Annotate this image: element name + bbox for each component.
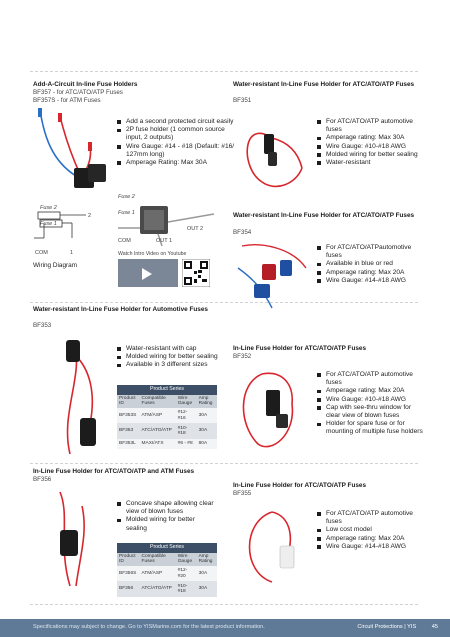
- bf357-feature: Amperage Rating: Max 30A: [117, 159, 235, 167]
- table-row: [117, 408, 217, 424]
- bf356-product-table: [117, 543, 217, 597]
- table-cell: BF356: [117, 581, 140, 597]
- table-cell: 30A: [197, 408, 217, 424]
- diagram-terminal-1: 1: [70, 250, 74, 256]
- bf354-feature: Amperage rating: Max 20A: [317, 269, 427, 277]
- bf352-feature-list: [317, 371, 427, 437]
- bf351-feature: For ATC/ATO/ATP automotive fuses: [317, 118, 427, 134]
- bf353-product-table: [117, 385, 217, 449]
- bf352-title: In-Line Fuse Holder for ATC/ATO/ATP Fuses: [233, 345, 367, 352]
- table-cell: BF353L: [117, 439, 140, 449]
- bf354-product-photo: [232, 238, 314, 318]
- photo-out1-label: OUT 1: [156, 238, 173, 244]
- bf357-subtitle-1: BF357 - for ATC/ATO/ATP Fuses: [33, 89, 123, 96]
- bf357-product-photo: [30, 106, 112, 194]
- bf352-feature: Holder for spare fuse or for mounting of multiple fuse holders: [317, 420, 427, 436]
- bf354-feature: Available in blue or red: [317, 260, 427, 268]
- bf355-feature-list: [317, 510, 427, 551]
- table-header: Amp Rating: [197, 553, 217, 566]
- table-row: [117, 566, 217, 582]
- table-header: Product ID: [117, 553, 140, 566]
- table-cell: MAXI/ATX: [140, 439, 176, 449]
- table-cell: ATM/ASP: [140, 408, 176, 424]
- video-thumbnail[interactable]: [118, 259, 178, 287]
- table-header: Amp Rating: [197, 395, 217, 408]
- bf351-feature: Water-resistant: [317, 159, 427, 167]
- footer-disclaimer: Specifications may subject to change. Go to YISMarine.com for the latest product information.: [33, 624, 265, 630]
- bf352-feature: For ATC/ATO/ATP automotive fuses: [317, 371, 427, 387]
- table-cell: 80A: [197, 439, 217, 449]
- bf351-title: Water-resistant In-Line Fuse Holder for ATC/ATO/ATP Fuses: [233, 81, 415, 88]
- bf352-feature: Wire Gauge: #10-#18 AWG: [317, 396, 427, 404]
- bf353-feature: Molded wiring for better sealing: [117, 353, 229, 361]
- table-cell: 30A: [197, 423, 217, 439]
- table-header: Compatible Fuses: [140, 395, 176, 408]
- bf354-feature-list: [317, 244, 427, 285]
- bf355-subtitle: BF355: [233, 490, 252, 497]
- table-cell: BF353: [117, 423, 140, 439]
- table-cell: #6 - #8: [176, 439, 197, 449]
- bf351-product-photo: [232, 108, 314, 208]
- bf355-feature: Wire Gauge: #14-#18 AWG: [317, 543, 427, 551]
- bf356-product-photo: [30, 486, 114, 598]
- table-cell: BF353S: [117, 408, 140, 424]
- table-cell: 30A: [197, 581, 217, 597]
- bf352-feature: Amperage rating: Max 20A: [317, 387, 427, 395]
- photo-com-label: COM: [118, 238, 131, 244]
- bf351-feature: Molded wiring for better sealing: [317, 151, 427, 159]
- bf352-feature: Cap with see-thru window for clear view of blown fuses: [317, 404, 427, 420]
- table-header: Compatible Fuses: [140, 553, 176, 566]
- table-cell: BF356S: [117, 566, 140, 582]
- table-header: Wire Gauge: [176, 395, 197, 408]
- top-divider: [30, 71, 418, 72]
- bf356-feature-list: [117, 500, 217, 533]
- footer-section: [357, 624, 438, 630]
- play-icon[interactable]: [142, 268, 152, 280]
- bf356-title: In-Line Fuse Holder for ATC/ATO/ATP and ATM Fuses: [33, 468, 195, 475]
- bf355-product-photo: [232, 502, 316, 592]
- bf355-feature: For ATC/ATO/ATP automotive fuses: [317, 510, 427, 526]
- diagram-fuse1-label: Fuse 1: [40, 221, 57, 227]
- bf351-feature: Amperage rating: Max 30A: [317, 134, 427, 142]
- wiring-diagram-caption: Wiring Diagram: [33, 262, 78, 269]
- page-number: 45: [431, 624, 438, 630]
- bf356-feature: Molded wiring for better sealing: [117, 516, 217, 532]
- bf353-feature-list: [117, 345, 229, 370]
- bf354-title: Water-resistant In-Line Fuse Holder for ATC/ATO/ATP Fuses: [233, 212, 415, 219]
- table-caption: Product Series: [117, 543, 217, 553]
- section-divider: [30, 463, 418, 464]
- bf355-feature: Amperage rating: Max 20A: [317, 535, 427, 543]
- table-header: Wire Gauge: [176, 553, 197, 566]
- bf356-subtitle: BF356: [33, 476, 52, 483]
- table-cell: #10-#18: [176, 423, 197, 439]
- bf355-title: In-Line Fuse Holder for ATC/ATO/ATP Fuses: [233, 482, 367, 489]
- qr-code-icon: [182, 259, 210, 287]
- table-cell: #10-#18: [176, 581, 197, 597]
- diagram-terminal-2: 2: [88, 213, 92, 219]
- section-divider: [30, 302, 418, 303]
- bf352-subtitle: BF352: [233, 353, 252, 360]
- bf353-subtitle: BF353: [33, 322, 52, 329]
- section-divider: [30, 604, 418, 605]
- table-caption: Product Series: [117, 385, 217, 395]
- footer-section-label: Circuit Protections | YIS: [357, 624, 417, 630]
- youtube-video-link[interactable]: [118, 251, 214, 287]
- bf351-subtitle: BF351: [233, 97, 252, 104]
- bf354-subtitle: BF354: [233, 229, 252, 236]
- bf357-feature: Add a second protected circuit easily: [117, 118, 235, 126]
- table-row: [117, 439, 217, 449]
- bf353-title: Water-resistant In-Line Fuse Holder for Automotive Fuses: [33, 306, 208, 313]
- bf351-feature-list: [317, 118, 427, 167]
- diagram-fuse2-label: Fuse 2: [40, 205, 57, 211]
- table-row: [117, 423, 217, 439]
- photo-out2-label: OUT 2: [187, 226, 204, 232]
- bf353-feature: Water-resistant with cap: [117, 345, 229, 353]
- table-cell: 30A: [197, 566, 217, 582]
- bf354-feature: For ATC/ATO/ATPautomotive fuses: [317, 244, 427, 260]
- table-cell: ATM/ASP: [140, 566, 176, 582]
- bf357-feature: Wire Gauge: #14 - #18 (Default: #16/ 127mm long): [117, 143, 235, 159]
- table-cell: #12-#20: [176, 566, 197, 582]
- photo-fuse2-label: Fuse 2: [118, 194, 135, 200]
- table-row: [117, 581, 217, 597]
- table-header: Product ID: [117, 395, 140, 408]
- bf354-feature: Wire Gauge: #14-#18 AWG: [317, 277, 427, 285]
- diagram-com-label: COM: [35, 250, 48, 256]
- bf356-feature: Concave shape allowing clear view of blown fuses: [117, 500, 217, 516]
- bf352-product-photo: [232, 364, 316, 456]
- bf353-product-photo: [30, 334, 114, 460]
- bf355-feature: Low cost model: [317, 526, 427, 534]
- bf357-feature: 2P fuse holder (1 common source input, 2 outputs): [117, 126, 235, 142]
- page-footer: [0, 619, 450, 637]
- table-cell: ATC/ATO/ATP: [140, 581, 176, 597]
- bf353-feature: Available in 3 different sizes: [117, 361, 229, 369]
- bf357-subtitle-2: BF357S - for ATM Fuses: [33, 97, 101, 104]
- table-cell: ATC/ATO/ATP: [140, 423, 176, 439]
- table-cell: #12-#16: [176, 408, 197, 424]
- video-caption: Watch Intro Video on Youtube: [118, 251, 187, 257]
- photo-fuse1-label: Fuse 1: [118, 210, 135, 216]
- bf351-feature: Wire Gauge: #10-#18 AWG: [317, 143, 427, 151]
- bf357-title: Add-A-Circuit In-line Fuse Holders: [33, 81, 138, 88]
- bf357-feature-list: [117, 118, 235, 167]
